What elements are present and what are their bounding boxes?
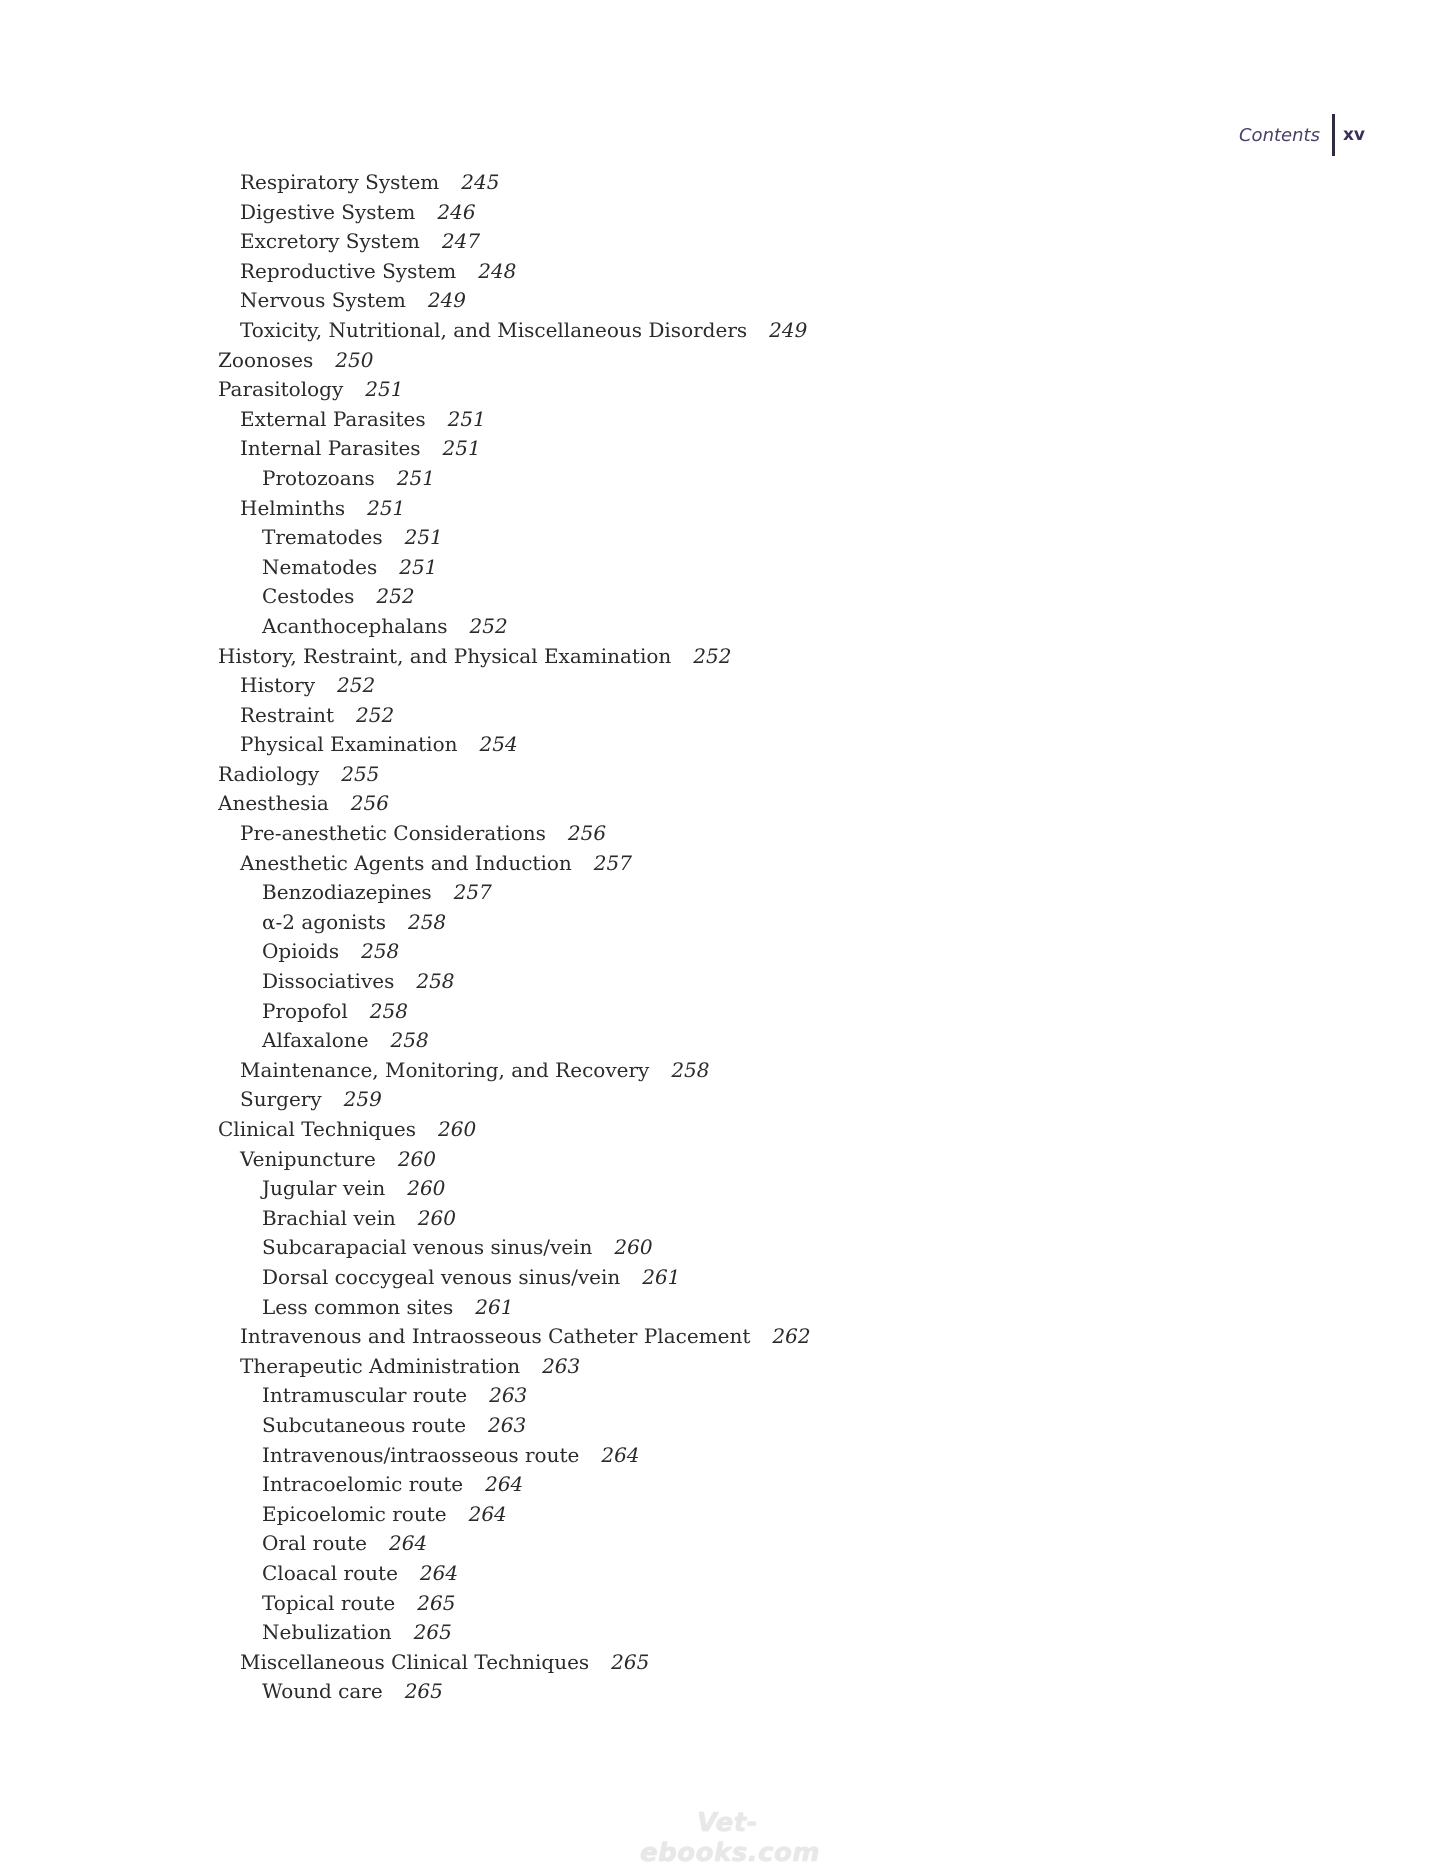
toc-entry[interactable]	[0, 997, 1445, 1027]
toc-entry-title: Pre-anesthetic Considerations	[240, 821, 546, 846]
toc-entry-title: Dorsal coccygeal venous sinus/vein	[262, 1264, 621, 1289]
toc-entry[interactable]	[0, 967, 1445, 997]
toc-entry-title: Internal Parasites	[240, 436, 421, 461]
toc-entry-page: 265	[404, 1679, 443, 1704]
toc-entry-page: 260	[417, 1205, 456, 1230]
toc-entry-title: Surgery	[240, 1087, 322, 1112]
toc-entry-page: 264	[389, 1531, 428, 1556]
toc-entry[interactable]	[0, 405, 1445, 435]
toc-entry-title: Excretory System	[240, 229, 420, 254]
toc-entry-page: 251	[365, 377, 404, 402]
toc-entry-title: Oral route	[262, 1531, 367, 1556]
toc-entry[interactable]	[0, 1411, 1445, 1441]
toc-entry-page: 264	[601, 1442, 640, 1467]
toc-entry-page: 251	[396, 465, 435, 490]
toc-entry-page: 252	[693, 643, 732, 668]
toc-entry-page: 247	[441, 229, 481, 254]
toc-entry[interactable]	[0, 1263, 1445, 1293]
toc-entry-title: Nematodes	[262, 554, 378, 579]
toc-entry-title: Physical Examination	[240, 732, 458, 757]
toc-entry-title: History	[240, 673, 316, 698]
toc-entry[interactable]	[0, 612, 1445, 642]
toc-entry-page: 265	[611, 1649, 650, 1674]
toc-entry-title: External Parasites	[240, 406, 426, 431]
toc-entry[interactable]	[0, 760, 1445, 790]
toc-entry-page: 260	[407, 1176, 446, 1201]
toc-entry-title: Cloacal route	[262, 1560, 398, 1585]
toc-entry-title: Toxicity, Nutritional, and Miscellaneous Disorders	[240, 317, 748, 342]
toc-entry-page: 251	[399, 554, 438, 579]
toc-entry[interactable]	[0, 346, 1445, 376]
toc-entry-page: 251	[442, 436, 481, 461]
toc-entry[interactable]	[0, 819, 1445, 849]
toc-entry-title: Therapeutic Administration	[240, 1353, 521, 1378]
toc-entry-page: 260	[397, 1146, 436, 1171]
toc-entry-page: 248	[478, 258, 517, 283]
toc-entry-title: Maintenance, Monitoring, and Recovery	[240, 1057, 650, 1082]
running-head	[1239, 113, 1365, 157]
toc-entry-title: Jugular vein	[262, 1176, 386, 1201]
toc-entry[interactable]	[0, 849, 1445, 879]
toc-entry[interactable]	[0, 1204, 1445, 1234]
toc-entry-page: 257	[593, 850, 632, 875]
toc-entry-page: 264	[468, 1501, 507, 1526]
toc-entry[interactable]	[0, 1648, 1445, 1678]
toc-entry-page: 251	[404, 525, 443, 550]
toc-entry-page: 250	[335, 347, 374, 372]
toc-entry[interactable]	[0, 464, 1445, 494]
toc-entry[interactable]	[0, 1056, 1445, 1086]
toc-entry-page: 265	[413, 1620, 452, 1645]
toc-entry-title: Parasitology	[218, 377, 344, 402]
toc-entry-title: Protozoans	[262, 465, 375, 490]
toc-entry[interactable]	[0, 730, 1445, 760]
toc-entry-title: Dissociatives	[262, 969, 395, 994]
toc-entry[interactable]	[0, 701, 1445, 731]
toc-entry[interactable]	[0, 1589, 1445, 1619]
toc-entry[interactable]	[0, 1322, 1445, 1352]
toc-entry-title: Radiology	[218, 761, 320, 786]
toc-entry[interactable]	[0, 1559, 1445, 1589]
toc-entry-page: 252	[469, 613, 508, 638]
toc-entry[interactable]	[0, 878, 1445, 908]
toc-entry-page: 263	[489, 1383, 528, 1408]
toc-entry[interactable]	[0, 908, 1445, 938]
toc-entry[interactable]	[0, 523, 1445, 553]
toc-entry[interactable]	[0, 1145, 1445, 1175]
toc-entry-title: Subcutaneous route	[262, 1412, 467, 1437]
toc-entry[interactable]	[0, 375, 1445, 405]
toc-entry-page: 258	[361, 939, 400, 964]
toc-entry-page: 260	[438, 1117, 477, 1141]
toc-entry[interactable]	[0, 789, 1445, 819]
running-head-label: Contents	[1238, 124, 1320, 146]
toc-entry[interactable]	[0, 937, 1445, 967]
toc-entry[interactable]	[0, 1618, 1445, 1648]
toc-entry[interactable]	[0, 553, 1445, 583]
toc-entry-title: Subcarapacial venous sinus/vein	[262, 1235, 593, 1260]
toc-entry-page: 262	[772, 1324, 811, 1349]
toc-entry-title: Nervous System	[240, 288, 406, 313]
toc-entry-page: 258	[671, 1057, 710, 1082]
toc-entry-page: 257	[453, 880, 492, 905]
toc-entry-page: 254	[479, 732, 518, 757]
toc-entry-page: 264	[419, 1560, 459, 1585]
toc-entry-title: Acanthocephalans	[262, 613, 448, 638]
toc-entry-page: 256	[350, 791, 389, 816]
toc-entry[interactable]	[0, 1500, 1445, 1530]
toc-entry-page: 252	[337, 673, 376, 698]
toc-entry-title: Intravenous/intraosseous route	[262, 1442, 580, 1467]
toc-entry-page: 261	[475, 1294, 514, 1319]
toc-entry-title: α-2 agonists	[262, 909, 386, 934]
toc-entry[interactable]	[0, 434, 1445, 464]
watermark: Vet-ebooks.com	[640, 1808, 820, 1868]
page-number: xv	[1342, 125, 1365, 145]
toc-entry-title: Topical route	[262, 1590, 396, 1615]
toc-entry-page: 264	[485, 1472, 524, 1497]
toc-entry-page: 265	[417, 1590, 456, 1615]
toc-entry-title: Restraint	[240, 702, 334, 727]
toc-entry-page: 263	[542, 1353, 581, 1378]
toc-entry-title: Clinical Techniques	[218, 1117, 417, 1141]
toc-entry[interactable]	[0, 316, 1445, 346]
toc-entry-title: Wound care	[262, 1679, 383, 1704]
toc-entry[interactable]	[0, 1441, 1445, 1471]
toc-entry[interactable]	[0, 227, 1445, 257]
table-of-contents	[0, 168, 1445, 1707]
toc-entry-title: Digestive System	[240, 199, 416, 224]
toc-entry[interactable]	[0, 1381, 1445, 1411]
toc-entry-page: 249	[769, 317, 808, 342]
toc-entry-title: Miscellaneous Clinical Techniques	[240, 1649, 590, 1674]
toc-entry[interactable]	[0, 257, 1445, 287]
toc-entry-title: Zoonoses	[218, 347, 314, 372]
toc-entry[interactable]	[0, 642, 1445, 672]
toc-entry[interactable]	[0, 1085, 1445, 1115]
toc-entry[interactable]	[0, 1233, 1445, 1263]
toc-entry-page: 261	[642, 1264, 681, 1289]
toc-entry-page: 252	[376, 584, 415, 609]
toc-entry-page: 258	[390, 1028, 429, 1053]
toc-entry[interactable]	[0, 1174, 1445, 1204]
toc-entry-title: Trematodes	[262, 525, 383, 550]
toc-entry-page: 263	[488, 1412, 527, 1437]
toc-entry[interactable]	[0, 198, 1445, 228]
toc-entry-title: Brachial vein	[262, 1205, 396, 1230]
toc-entry[interactable]	[0, 1293, 1445, 1323]
toc-entry-page: 251	[367, 495, 406, 520]
toc-entry-title: Respiratory System	[240, 170, 440, 194]
toc-entry-title: Nebulization	[262, 1620, 392, 1645]
toc-entry[interactable]	[0, 1026, 1445, 1056]
toc-entry[interactable]	[0, 494, 1445, 524]
toc-entry[interactable]	[0, 168, 1445, 198]
toc-entry[interactable]	[0, 1352, 1445, 1382]
toc-entry-title: Venipuncture	[240, 1146, 376, 1171]
toc-entry-title: Less common sites	[262, 1294, 454, 1319]
toc-entry-title: Reproductive System	[240, 258, 457, 283]
toc-entry-page: 255	[341, 761, 380, 786]
toc-entry-title: Opioids	[262, 939, 340, 964]
toc-entry-title: Anesthetic Agents and Induction	[240, 850, 572, 875]
toc-entry-title: Benzodiazepines	[262, 880, 432, 905]
toc-entry-title: Propofol	[262, 998, 348, 1023]
toc-entry-title: Anesthesia	[218, 791, 329, 816]
toc-entry-page: 256	[567, 821, 607, 846]
toc-entry-title: Epicoelomic route	[262, 1501, 447, 1526]
toc-entry[interactable]	[0, 1677, 1445, 1707]
toc-entry-page: 258	[407, 909, 447, 934]
toc-entry-title: Intramuscular route	[262, 1383, 468, 1408]
toc-entry-page: 249	[427, 288, 467, 313]
toc-entry-title: Helminths	[240, 495, 346, 520]
toc-entry-page: 252	[356, 702, 395, 727]
toc-entry[interactable]	[0, 1529, 1445, 1559]
toc-entry[interactable]	[0, 1115, 1445, 1145]
toc-entry-title: Intravenous and Intraosseous Catheter Placement	[240, 1324, 751, 1349]
toc-entry[interactable]	[0, 286, 1445, 316]
toc-entry-page: 259	[343, 1087, 382, 1112]
toc-entry-title: Intracoelomic route	[262, 1472, 464, 1497]
toc-entry-page: 246	[437, 199, 476, 224]
toc-entry[interactable]	[0, 582, 1445, 612]
toc-entry-page: 258	[369, 998, 408, 1023]
toc-entry-page: 245	[461, 170, 500, 194]
toc-entry-title: History, Restraint, and Physical Examination	[218, 643, 672, 668]
toc-entry[interactable]	[0, 671, 1445, 701]
toc-entry-page: 260	[614, 1235, 653, 1260]
toc-entry-page: 251	[447, 406, 486, 431]
toc-entry[interactable]	[0, 1470, 1445, 1500]
toc-entry-page: 258	[416, 969, 455, 994]
toc-entry-title: Cestodes	[262, 584, 355, 609]
toc-entry-title: Alfaxalone	[262, 1028, 369, 1053]
